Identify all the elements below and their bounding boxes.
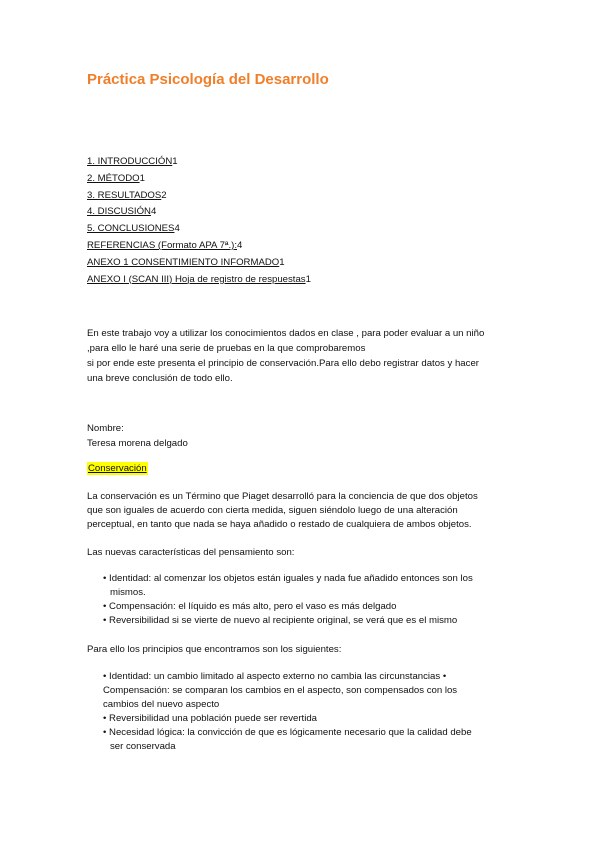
intro-line: una breve conclusión de todo ello. xyxy=(87,373,233,384)
principles-list xyxy=(103,670,472,754)
toc-entry-page: 1 xyxy=(172,156,178,167)
definition-line: que son iguales de acuerdo con cierta medida, siguen siéndolo luego de una alteración xyxy=(87,505,458,516)
toc-entry-page: 4 xyxy=(150,206,157,218)
toc-entry-label: 1. INTRODUCCIÓN xyxy=(87,156,173,167)
list-item: • Identidad: un cambio limitado al aspecto externo no cambia las circunstancias • xyxy=(103,671,447,682)
toc-entry-label: 3. RESULTADOS xyxy=(87,189,162,201)
toc-entry[interactable] xyxy=(87,238,311,255)
definition-paragraph xyxy=(87,490,527,532)
list-item: • Compensación: el líquido es más alto, pero el vaso es más delgado xyxy=(103,601,397,612)
features-list xyxy=(103,572,473,628)
list-item-continuation: cambios del nuevo aspecto xyxy=(103,699,220,710)
list-item-continuation: ser conservada xyxy=(110,741,176,752)
list-item: • Necesidad lógica: la convicción de que es lógicamente necesario que la calidad debe xyxy=(103,727,472,738)
toc-entry-label: ANEXO I (SCAN III) Hoja de registro de respuestas xyxy=(87,273,306,285)
toc-entry[interactable] xyxy=(87,171,311,188)
author-block xyxy=(87,421,188,451)
intro-paragraph xyxy=(87,326,517,386)
toc-entry-label: ANEXO 1 CONSENTIMIENTO INFORMADO xyxy=(87,256,280,268)
intro-line: si por ende este presenta el principio de conservación.Para ello debo registrar datos y hacer xyxy=(87,358,479,369)
toc-entry-page: 4 xyxy=(174,223,180,235)
author-label: Nombre: xyxy=(87,423,124,434)
intro-line: ,para ello le haré una serie de pruebas en la que comprobaremos xyxy=(87,343,366,354)
list-item: • Identidad: al comenzar los objetos están iguales y nada fue añadido entonces son los xyxy=(103,573,473,584)
list-item-continuation: mismos. xyxy=(110,587,146,598)
toc-entry-page: 1 xyxy=(279,256,285,268)
definition-line: La conservación es un Término que Piaget desarrolló para la conciencia de que dos objetos xyxy=(87,491,478,502)
list-item: • Reversibilidad una población puede ser revertida xyxy=(103,713,318,724)
toc-entry[interactable] xyxy=(87,272,311,289)
principles-intro: Para ello los principios que encontramos son los siguientes: xyxy=(87,644,342,655)
features-intro: Las nuevas características del pensamiento son: xyxy=(87,547,295,558)
toc-entry[interactable] xyxy=(87,154,311,171)
list-item: • Reversibilidad si se vierte de nuevo al recipiente original, se verá que es el mismo xyxy=(103,615,458,626)
definition-line: perceptual, en tanto que nada se haya añadido o restado de cualquiera de ambos objetos. xyxy=(87,519,472,530)
toc-entry-page: 1 xyxy=(305,273,311,285)
section-heading-conservacion: Conservación xyxy=(88,463,147,474)
toc-entry[interactable] xyxy=(87,204,311,221)
table-of-contents xyxy=(87,154,311,288)
author-name: Teresa morena delgado xyxy=(87,438,188,449)
toc-entry-label: 4. DISCUSIÓN xyxy=(87,206,151,218)
toc-entry-label: 5. CONCLUSIONES xyxy=(87,223,175,235)
toc-entry-page: 1 xyxy=(139,172,145,184)
toc-entry-label: 2. MÉTODO xyxy=(87,172,140,184)
toc-entry-page: 2 xyxy=(161,189,167,201)
toc-entry[interactable] xyxy=(87,255,311,272)
toc-entry[interactable] xyxy=(87,188,311,205)
toc-entry-page: 4 xyxy=(236,239,243,251)
list-item-continuation: Compensación: se comparan los cambios en el aspecto, son compensados con los xyxy=(103,685,458,696)
toc-entry-label: REFERENCIAS (Formato APA 7ª.): xyxy=(87,239,237,251)
toc-entry[interactable] xyxy=(87,221,311,238)
document-title: Práctica Psicología del Desarrollo xyxy=(87,71,329,88)
intro-line: En este trabajo voy a utilizar los conocimientos dados en clase , para poder evaluar a un niño xyxy=(87,328,485,339)
